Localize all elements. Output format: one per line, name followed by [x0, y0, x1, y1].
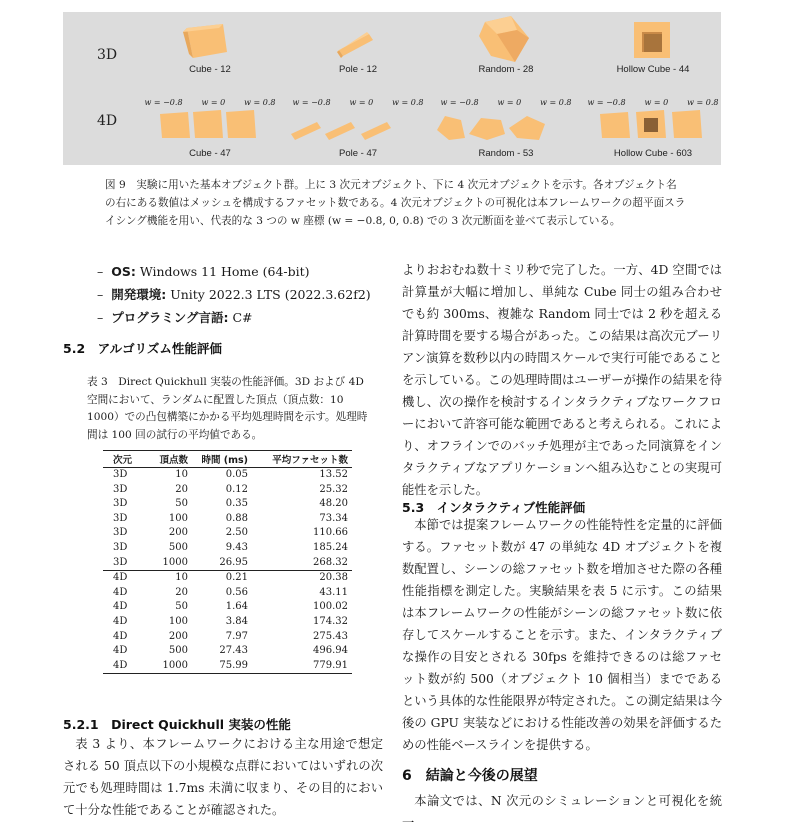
- table-cell: 0.35: [225, 498, 248, 510]
- table-cell: 0.88: [225, 512, 248, 524]
- table-cell: 779.91: [313, 659, 348, 671]
- section-heading: 6 結論と今後の展望: [402, 768, 538, 784]
- table-row: [103, 556, 352, 571]
- row-label-3d: 3D: [97, 47, 118, 63]
- list-item: – プログラミング言語: C#: [97, 310, 253, 325]
- object-label: Hollow Cube - 44: [616, 64, 690, 75]
- table-cell: 3D: [113, 527, 128, 539]
- table-row: [103, 497, 352, 512]
- table-cell: 75.99: [219, 659, 248, 671]
- table-cell: 1000: [162, 659, 188, 671]
- table-cell: 4D: [113, 586, 128, 598]
- table-caption: 表 3 Direct Quickhull 実装の性能評価。3D および 4D 空間において、ランダムに配置した頂点（頂点数：10 1000）での凸包構築にかかる平均処理時間を示す。処理時間は 100 回の試行の平均値である。: [87, 376, 368, 441]
- object-label: Pole - 47: [338, 148, 378, 159]
- paragraph: 本節では提案フレームワークの性能特性を定量的に評価する。ファセット数が 47 の単純な 4D オブジェクトを複数配置し、シーンの総ファセット数を増加させた際の各種性能指標を測定した。実験結果を表 5 に示す。この結果は本フレームワークの性能がシーンの総ファセット数に依存してスケールすることを示す。また、インタラクティブな操作の目安とされる 30fps を維持できるのは総ファセット数が約 500（オブジェクト 10 個相当）までであるという具体的な性能限界が特定された。この測定結果は今後の GPU 実装などにおける性能改善の効果を評価するための性能ベースラインを提供する。: [402, 518, 722, 752]
- table-row: [103, 586, 352, 601]
- table-row: [103, 600, 352, 615]
- table-cell: 20: [175, 483, 188, 495]
- paragraph: 表 3 より、本フレームワークにおける主な用途で想定される 50 頂点以下の小規模な点群においてはいずれの次元でも処理時間は 1.7ms 未満に収まり、その目的において十分な性能であることが確認された。: [63, 737, 383, 817]
- pole-4d-image: [283, 94, 433, 154]
- table-cell: 200: [168, 630, 188, 642]
- object-cube-3d: [135, 14, 285, 84]
- table-cell: 3D: [113, 541, 128, 553]
- table-cell: 200: [168, 527, 188, 539]
- table-cell: 3D: [113, 483, 128, 495]
- table-cell: 500: [168, 645, 188, 657]
- table-row: [103, 659, 352, 674]
- table-cell: 3D: [113, 512, 128, 524]
- w-labels: w = −0.8 w = 0 w = 0.8: [292, 98, 424, 107]
- table-cell: 50: [175, 498, 188, 510]
- table-cell: 25.32: [319, 483, 348, 495]
- object-label: Random - 53: [478, 148, 534, 159]
- table-cell: 27.43: [219, 645, 248, 657]
- table-row: [103, 512, 352, 527]
- cube-4d-image: [135, 94, 285, 154]
- object-label: Hollow Cube - 603: [613, 148, 693, 159]
- subsection-heading: 5.2.1 Direct Quickhull 実装の性能: [63, 717, 291, 732]
- table-cell: 4D: [113, 659, 128, 671]
- table-cell: 20.38: [319, 572, 348, 584]
- section-heading: 5.3 インタラクティブ性能評価: [402, 500, 586, 515]
- row-label-4d: 4D: [97, 113, 118, 129]
- object-label: Random - 28: [478, 64, 534, 75]
- environment-list: [97, 262, 371, 331]
- object-cube-4d: [135, 94, 285, 164]
- object-pole-4d: [283, 94, 433, 164]
- object-figure: [63, 12, 721, 165]
- w-labels: w = −0.8 w = 0 w = 0.8: [587, 98, 719, 107]
- table-cell: 2.50: [225, 527, 248, 539]
- table-cell: 1.64: [225, 601, 248, 613]
- table-cell: 185.24: [313, 541, 348, 553]
- table-cell: 7.97: [225, 630, 248, 642]
- table-cell: 3D: [113, 498, 128, 510]
- table-cell: 4D: [113, 601, 128, 613]
- table-cell: 4D: [113, 645, 128, 657]
- object-pole-3d: [283, 14, 433, 84]
- figure-caption: 図 9 実験に用いた基本オブジェクト群。上に 3 次元オブジェクト、下に 4 次元オブジェクトを示す。各オブジェクト名の右にある数値はメッシュを構成するファセット数である。4 次元オブジェクトの可視化は本フレームワークの超平面スライシング機能を用い、代表的な 3 つの w 座標 (w = −0.8, 0, 0.8) での 3 次元断面を並べて表示している。: [105, 179, 686, 227]
- list-item: – OS: Windows 11 Home (64-bit): [97, 264, 310, 279]
- table-cell: 100: [168, 512, 188, 524]
- table-cell: 268.32: [313, 556, 348, 568]
- table-cell: 4D: [113, 615, 128, 627]
- paragraph: よりおおむね数十ミリ秒で完了した。一方、4D 空間では計算量が大幅に増加し、単純な Cube 同士の組み合わせでも約 300ms、複雑な Random 同士では 2 秒を超える計算時間を要する場合があった。この結果は高次元ブーリアン演算を数秒以内の時間スケールで実行可能であることを示している。この処理時間はユーザーが操作の結果を待機し、次の操作を検討するインタラクティブなワークフローにおいて許容可能な範囲であると考えられる。これにより、オフラインでのバッチ処理が主であった同演算をインタラクティブなアプリケーションへ組み込むことの実現可能性を示した。: [402, 263, 722, 497]
- object-hollow-cube-4d: [578, 94, 728, 164]
- table-header: 平均ファセット数: [272, 455, 348, 466]
- table-cell: 26.95: [219, 556, 248, 568]
- table-header: 時間 (ms): [201, 455, 248, 466]
- table-cell: 500: [168, 541, 188, 553]
- table-row: [103, 468, 352, 483]
- table-row: [103, 571, 352, 586]
- table-cell: 1000: [162, 556, 188, 568]
- table-header: 次元: [113, 455, 133, 466]
- table-cell: 10: [175, 469, 188, 480]
- table-cell: 0.05: [225, 469, 248, 480]
- table-cell: 3D: [113, 469, 128, 480]
- section-heading: 5.2 アルゴリズム性能評価: [63, 341, 222, 356]
- table-cell: 100: [168, 615, 188, 627]
- object-label: Pole - 12: [338, 64, 378, 75]
- table-cell: 43.11: [319, 586, 348, 598]
- hollow-cube-4d-image: [578, 94, 728, 154]
- table-cell: 48.20: [319, 498, 348, 510]
- table-row: [103, 526, 352, 541]
- table-row: [103, 483, 352, 498]
- object-label: Cube - 12: [189, 64, 231, 75]
- table-cell: 0.21: [225, 572, 248, 584]
- table-cell: 3.84: [225, 615, 248, 627]
- table-cell: 9.43: [225, 541, 248, 553]
- table-row: [103, 644, 352, 659]
- table-cell: 50: [175, 601, 188, 613]
- object-hollow-cube-3d: [578, 14, 728, 84]
- paragraph: 本論文では、N 次元のシミュレーションと可視化を統一: [402, 794, 722, 830]
- table-cell: 0.12: [225, 483, 248, 495]
- random-4d-image: [431, 94, 581, 154]
- table-cell: 0.56: [225, 586, 248, 598]
- table-cell: 20: [175, 586, 188, 598]
- object-random-3d: [431, 14, 581, 84]
- table-cell: 275.43: [313, 630, 348, 642]
- w-labels: w = −0.8 w = 0 w = 0.8: [440, 98, 572, 107]
- table-cell: 4D: [113, 630, 128, 642]
- table-cell: 4D: [113, 572, 128, 584]
- object-label: Cube - 47: [189, 148, 231, 159]
- w-labels: w = −0.8 w = 0 w = 0.8: [144, 98, 276, 107]
- table-cell: 13.52: [319, 469, 348, 480]
- table-row: [103, 615, 352, 630]
- table-header: 頂点数: [159, 455, 188, 466]
- performance-table: [103, 450, 352, 674]
- table-cell: 496.94: [313, 645, 348, 657]
- table-row: [103, 541, 352, 556]
- list-item: – 開発環境: Unity 2022.3 LTS (2022.3.62f2): [97, 287, 371, 302]
- table-cell: 174.32: [313, 615, 348, 627]
- object-random-4d: [431, 94, 581, 164]
- table-row: [103, 630, 352, 645]
- table-cell: 10: [175, 572, 188, 584]
- table-cell: 3D: [113, 556, 128, 568]
- table-cell: 110.66: [313, 527, 348, 539]
- table-cell: 73.34: [319, 512, 348, 524]
- table-cell: 100.02: [313, 601, 348, 613]
